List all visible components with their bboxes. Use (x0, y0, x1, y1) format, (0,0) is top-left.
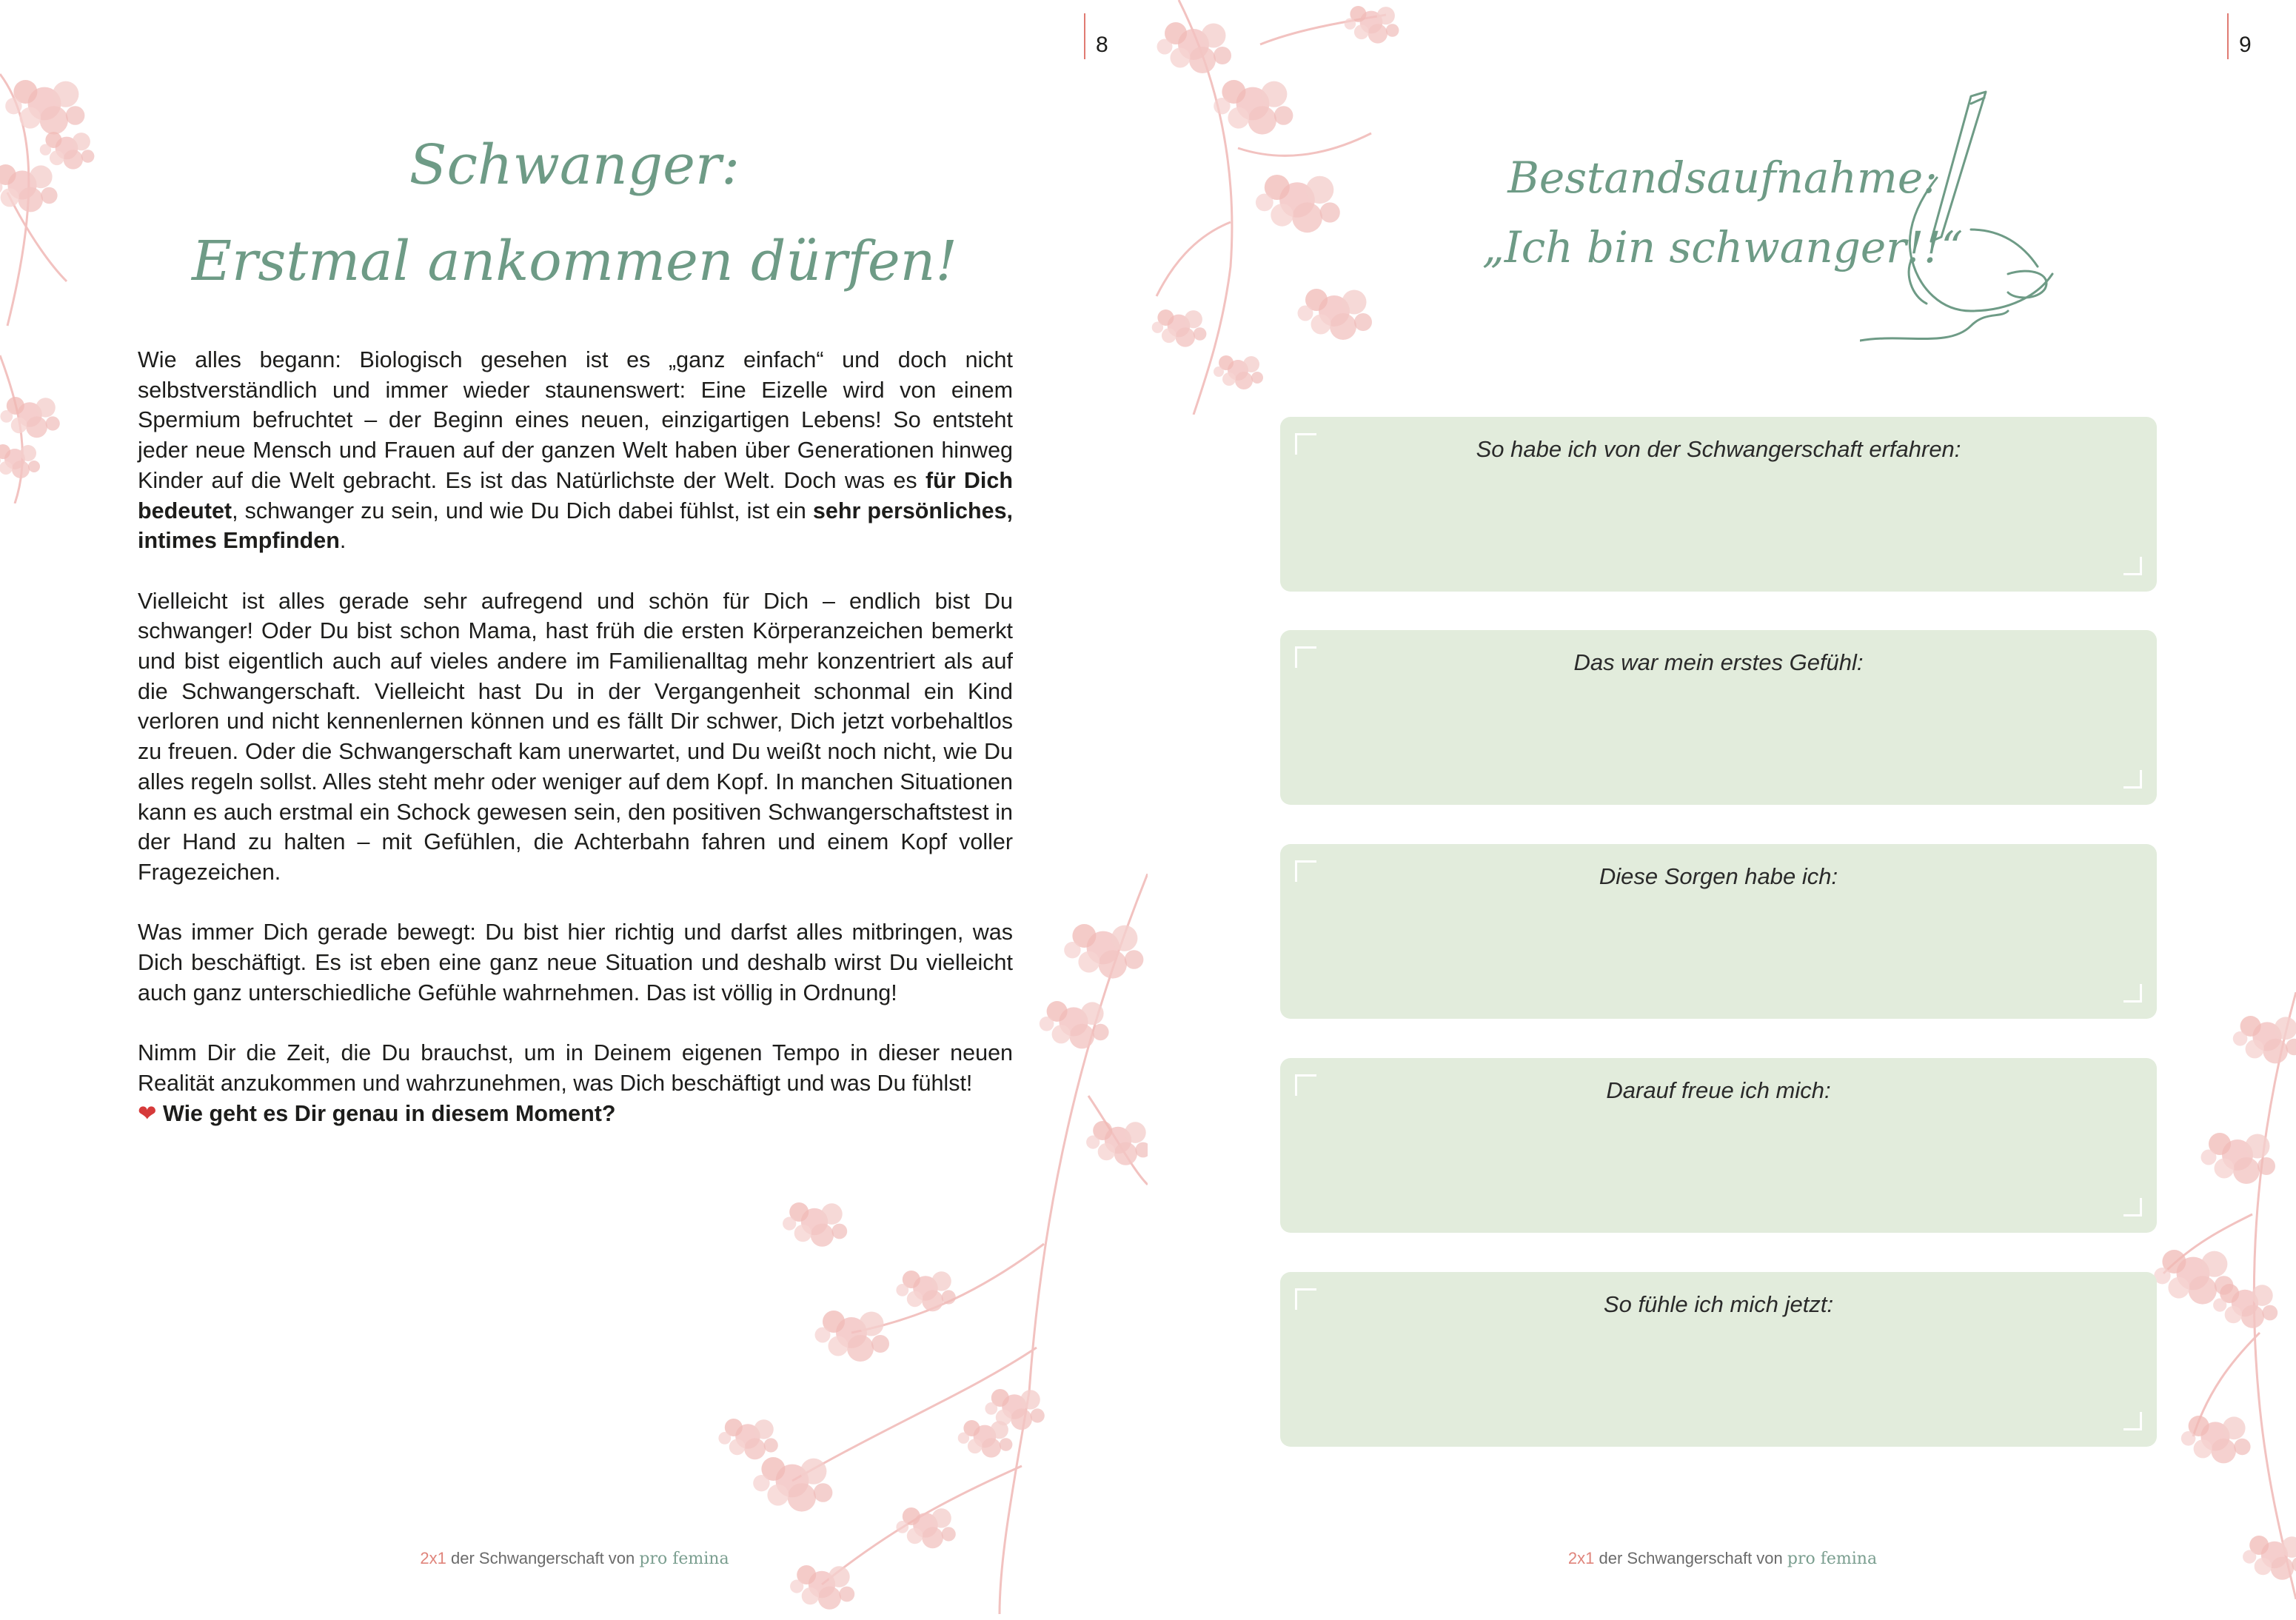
writing-hand-icon (1860, 89, 2067, 355)
brand-logo: pro femina (639, 1550, 729, 1568)
body-text (138, 345, 1013, 1128)
heart-icon: ❤ (138, 1100, 157, 1126)
paragraph-intro: Wie alles begann: Biologisch gesehen ist es „ganz einfach“ und doch nicht selbstverständlich und immer wieder staunenswert: Eine Eizelle wird von einem Spermium befruchtet – der Beginn eines neuen, einzigartigen Lebens! So entsteht jeder neue Mensch und Frauen auf der ganzen Welt haben über Generationen hinweg Kinder auf die Welt gebracht. Es ist das Natürlichste der Welt. Doch was es für Dich bedeutet, schwanger zu sein, und wie Du Dich dabei fühlst, ist ein sehr persönliches, intimes Empfinden. (138, 347, 1014, 554)
journal-card[interactable] (1280, 417, 2157, 592)
page-number: 8 (1096, 33, 1108, 57)
page-title-line1: Bestandsaufnahme: (1507, 153, 1938, 203)
page-title-line2: „Ich bin schwanger!!“ (1482, 222, 1964, 272)
footer: 2x1 der Schwangerschaft von pro femina (1567, 1549, 1878, 1568)
paragraph-take-time: Nimm Dir die Zeit, die Du brauchst, um in Deinem eigenen Tempo in dieser neuen Realität anzukommen und wahrzunehmen, was Dich beschäftigt und was Du fühlst! ❤ Wie geht es Dir genau in diesem Moment? (138, 1040, 1013, 1126)
right-page (1149, 0, 2296, 1620)
question: Wie geht es Dir genau in diesem Moment? (163, 1100, 616, 1126)
card-label: Das war mein erstes Gefühl: (1573, 649, 1864, 675)
page-title-line2: Erstmal ankommen dürfen! (191, 230, 958, 293)
card-label: So habe ich von der Schwangerschaft erfahren: (1476, 436, 1961, 462)
page-title-line1: Schwanger: (409, 133, 740, 197)
brand-logo: pro femina (1787, 1550, 1878, 1568)
footer: 2x1 der Schwangerschaft von pro femina (420, 1549, 729, 1568)
page-number: 9 (2239, 33, 2252, 57)
page-number-mark (1084, 13, 1085, 59)
floral-branch-icon (2149, 992, 2296, 1599)
card-label: So fühle ich mich jetzt: (1603, 1291, 1834, 1317)
journal-card[interactable] (1280, 1272, 2157, 1447)
paragraph-welcome: Was immer Dich gerade bewegt: Du bist hier richtig und darfst alles mitbringen, was Dich beschäftigt. Es ist eben eine ganz neue Situation und deshalb wirst Du vielleicht auch ganz unterschiedliche Gefühle wahrnehmen. Das ist völlig in Ordnung! (138, 920, 1013, 1005)
journal-card[interactable] (1280, 1058, 2157, 1233)
card-label: Diese Sorgen habe ich: (1599, 863, 1838, 889)
page-number-mark (2227, 13, 2229, 59)
journal-card[interactable] (1280, 844, 2157, 1019)
journal-card[interactable] (1280, 630, 2157, 805)
paragraph-feelings: Vielleicht ist alles gerade sehr aufregend und schön für Dich – endlich bist Du schwanger! Oder Du bist schon Mama, hast früh die ersten Körperanzeichen bemerkt und bist eigentlich auch auf vieles andere im Familienalltag mehr konzentriert als auf die Schwangerschaft. Vielleicht hast Du in der Vergangenheit schonmal ein Kind verloren und nicht kennenlernen können und es fällt Dir schwer, Dich jetzt vorbehaltlos zu freuen. Oder die Schwangerschaft kam unerwartet, und Du weißt noch nicht, wie Du alles regeln sollst. Alles steht mehr oder weniger auf dem Kopf. In manchen Situationen kann es auch erstmal ein Schock gewesen sein, den positiven Schwangerschaftstest in der Hand zu halten – mit Gefühlen, die Achterbahn fahren und einem Kopf voller Fragezeichen. (138, 588, 1013, 885)
floral-branch-icon (1149, 0, 1430, 415)
card-label: Darauf freue ich mich: (1606, 1077, 1831, 1103)
